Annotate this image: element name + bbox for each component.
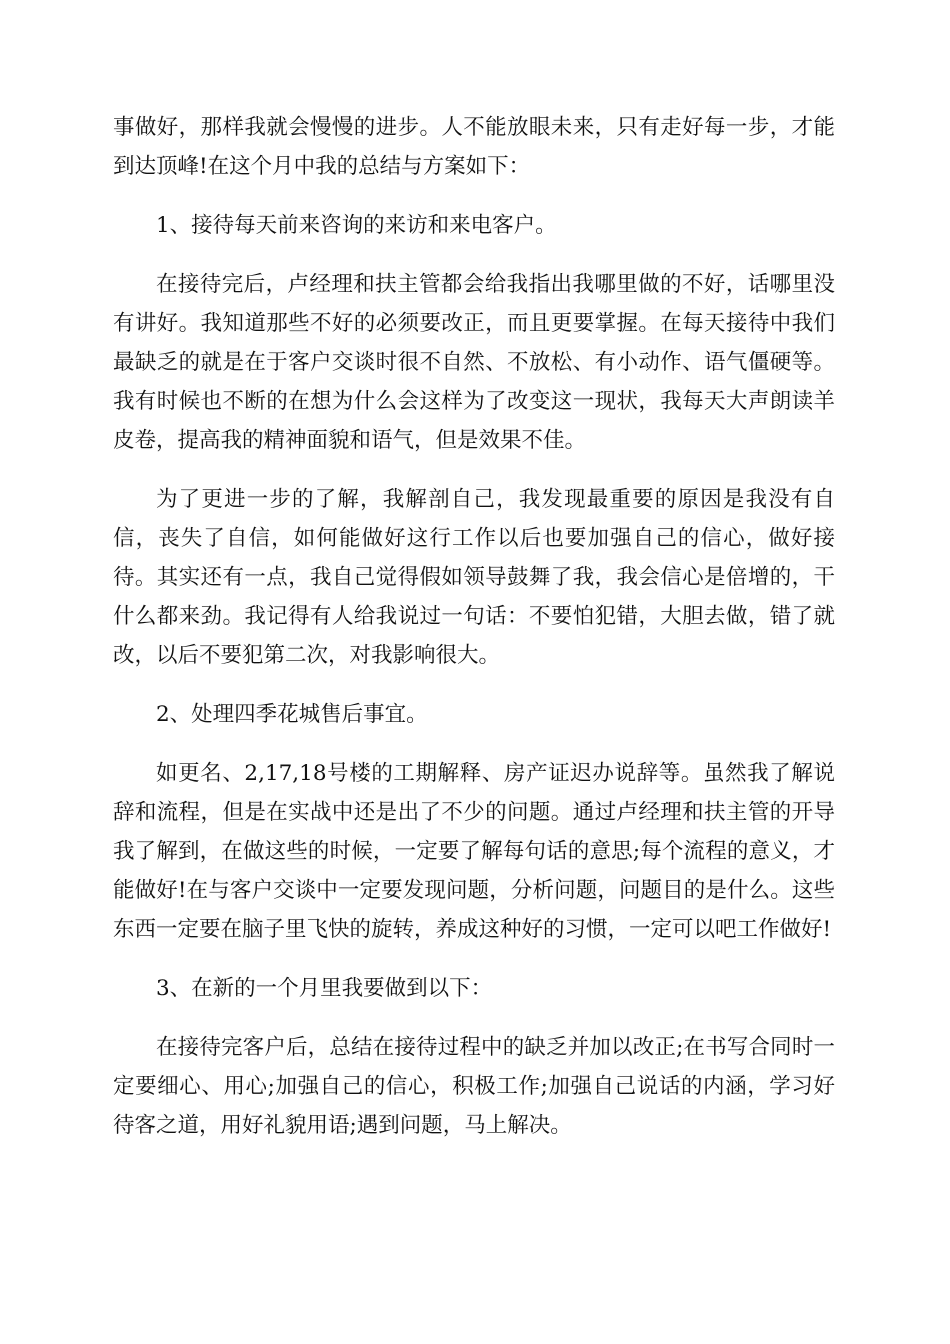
paragraph-reception-feedback: 在接待完后，卢经理和扶主管都会给我指出我哪里做的不好，话哪里没有讲好。我知道那些不好的必须要改正，而且更要掌握。在每天接待中我们最缺乏的就是在于客户交谈时很不自然、不放松、有小动作、语气僵硬等。我有时候也不断的在想为什么会这样为了改变这一现状，我每天大声朗读羊皮卷，提高我的精神面貌和语气，但是效果不佳。 xyxy=(113,272,835,453)
paragraph-next-month-plan: 在接待完客户后，总结在接待过程中的缺乏并加以改正;在书写合同时一定要细心、用心;加强自己的信心，积极工作;加强自己说话的内涵，学习好待客之道，用好礼貌用语;遇到问题，马上解决。 xyxy=(113,1035,835,1138)
paragraph-after-sales: 如更名、2,17,18号楼的工期解释、房产证迟办说辞等。虽然我了解说辞和流程，但是在实战中还是出了不少的问题。通过卢经理和扶主管的开导我了解到，在做这些的时候，一定要了解每句话的意思;每个流程的意义，才能做好!在与客户交谈中一定要发现问题，分析问题，问题目的是什么。这些东西一定要在脑子里飞快的旋转，养成这种好的习惯，一定可以吧工作做好! xyxy=(113,761,835,942)
section-heading-3: 3、在新的一个月里我要做到以下： xyxy=(156,976,493,1001)
section-heading-1: 1、接待每天前来咨询的来访和来电客户。 xyxy=(156,213,557,238)
paragraph-intro-continuation: 事做好，那样我就会慢慢的进步。人不能放眼未来，只有走好每一步，才能到达顶峰!在这个月中我的总结与方案如下： xyxy=(113,115,835,179)
paragraph-self-analysis: 为了更进一步的了解，我解剖自己，我发现最重要的原因是我没有自信，丧失了自信，如何能做好这行工作以后也要加强自己的信心，做好接待。其实还有一点，我自己觉得假如领导鼓舞了我，我会信心是倍增的，干什么都来劲。我记得有人给我说过一句话：不要怕犯错，大胆去做，错了就改，以后不要犯第二次，对我影响很大。 xyxy=(113,487,835,668)
section-heading-2: 2、处理四季花城售后事宜。 xyxy=(156,702,428,727)
document-body xyxy=(113,108,835,1165)
